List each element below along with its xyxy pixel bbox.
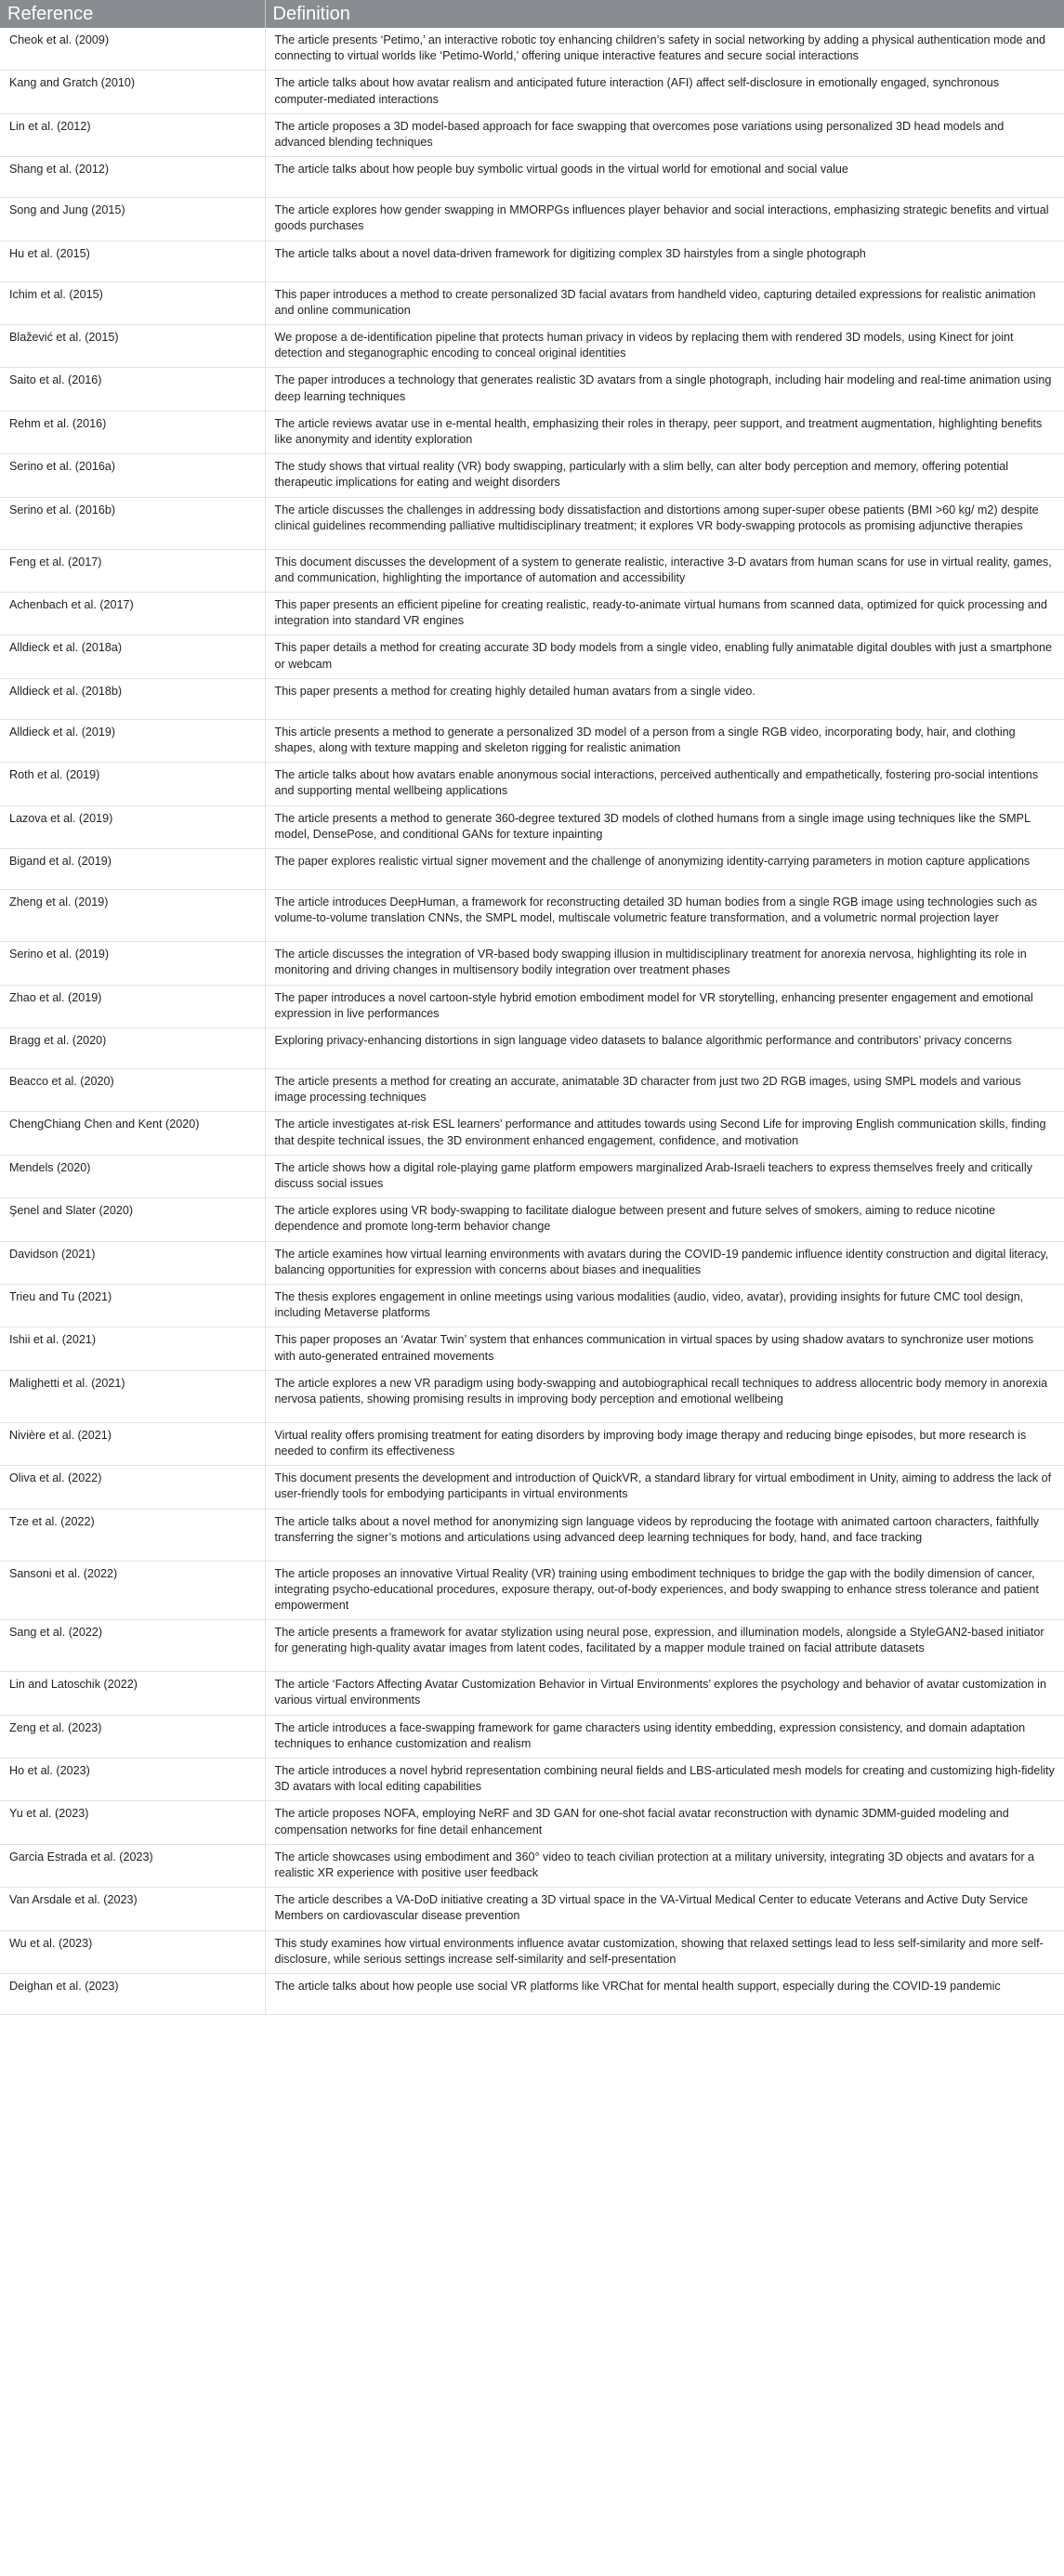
table-row <box>0 1801 1064 1844</box>
table-row <box>0 1422 1064 1465</box>
reference-cell: Ichim et al. (2015) <box>0 281 265 324</box>
reference-cell: Serino et al. (2019) <box>0 942 265 985</box>
header-row <box>0 0 1064 28</box>
reference-cell: Sang et al. (2022) <box>0 1620 265 1672</box>
definition-cell: The article presents a method for creating an accurate, animatable 3D character from just two 2D RGB images, using SMPL models and various image processing techniques <box>265 1068 1064 1111</box>
table-row <box>0 157 1064 198</box>
table-row <box>0 241 1064 281</box>
definition-cell: The article showcases using embodiment and 360° video to teach civilian protection at a military university, integrating 3D objects and avatars for a realistic XR experience with positive user feedback <box>265 1844 1064 1887</box>
table-body <box>0 28 1064 2015</box>
table-row <box>0 1027 1064 1068</box>
reference-cell: Lazova et al. (2019) <box>0 805 265 848</box>
table-row <box>0 635 1064 678</box>
reference-cell: Shang et al. (2012) <box>0 157 265 198</box>
definition-cell: The thesis explores engagement in online meetings using various modalities (audio, video, avatar), providing insights for future CMC tool design, including Metaverse platforms <box>265 1284 1064 1327</box>
definition-cell: The article proposes NOFA, employing NeRF and 3D GAN for one-shot facial avatar reconstruction with dynamic 3DMM-guided modeling and compensation networks for fine detail enhancement <box>265 1801 1064 1844</box>
reference-cell: Roth et al. (2019) <box>0 763 265 805</box>
reference-cell: Zheng et al. (2019) <box>0 890 265 942</box>
definition-cell: This paper presents a method for creating highly detailed human avatars from a single video. <box>265 678 1064 719</box>
definition-cell: The article proposes an innovative Virtual Reality (VR) training using embodiment techniques to bridge the gap with the bodily dimension of cancer, integrating psycho-educational procedures, exposure therapy, out-of-body experiences, and body swapping to enhance stress tolerance and patient empowerment <box>265 1561 1064 1620</box>
definition-cell: The article explores using VR body-swapping to facilitate dialogue between present and future selves of smokers, aiming to reduce nicotine dependence and promote long-term behavior change <box>265 1198 1064 1241</box>
column-header-definition: Definition <box>265 0 1064 28</box>
table-row <box>0 1620 1064 1672</box>
definition-cell: The article discusses the integration of VR-based body swapping illusion in multidisciplinary treatment for anorexia nervosa, highlighting its role in monitoring and driving changes in multisensory bodily integration over treatment phases <box>265 942 1064 985</box>
reference-cell: Ishii et al. (2021) <box>0 1327 265 1370</box>
table-row <box>0 1112 1064 1155</box>
reference-cell: Cheok et al. (2009) <box>0 28 265 71</box>
definition-cell: The article reviews avatar use in e-mental health, emphasizing their roles in therapy, peer support, and treatment augmentation, highlighting benefits like anonymity and identity exploration <box>265 411 1064 453</box>
column-header-reference: Reference <box>0 0 265 28</box>
table-row <box>0 1974 1064 2015</box>
table-row <box>0 28 1064 71</box>
table-row <box>0 1672 1064 1715</box>
reference-cell: Lin et al. (2012) <box>0 113 265 156</box>
definition-cell: This paper introduces a method to create personalized 3D facial avatars from handheld video, capturing detailed expressions for realistic animation and online communication <box>265 281 1064 324</box>
table-row <box>0 719 1064 762</box>
table-row <box>0 1844 1064 1887</box>
reference-cell: Saito et al. (2016) <box>0 368 265 411</box>
table-row <box>0 325 1064 368</box>
table-row <box>0 1241 1064 1284</box>
definition-cell: The article examines how virtual learning environments with avatars during the COVID-19 pandemic influence identity construction and digital literacy, balancing opportunities for expression with concerns about biases and inequalities <box>265 1241 1064 1284</box>
definition-cell: The article introduces a novel hybrid representation combining neural fields and LBS-articulated mesh models for creating and customizing high-fidelity 3D avatars with local editing capabilities <box>265 1758 1064 1800</box>
table-row <box>0 849 1064 890</box>
definition-cell: The article presents a method to generate 360-degree textured 3D models of clothed humans from a single image using techniques like the SMPL model, DensePose, and conditional GANs for texture inpainting <box>265 805 1064 848</box>
table-row <box>0 1327 1064 1370</box>
table-row <box>0 71 1064 113</box>
definition-cell: The article introduces DeepHuman, a framework for reconstructing detailed 3D human bodies from a single RGB image using technologies such as volume-to-volume translation CNNs, the SMPL model, multiscale volumetric feature transformation, and a volumetric normal projection layer <box>265 890 1064 942</box>
reference-cell: Beacco et al. (2020) <box>0 1068 265 1111</box>
definition-cell: The paper introduces a technology that generates realistic 3D avatars from a single photograph, including hair modeling and real-time animation using deep learning techniques <box>265 368 1064 411</box>
table-row <box>0 1068 1064 1111</box>
definition-cell: The paper introduces a novel cartoon-style hybrid emotion embodiment model for VR storytelling, enhancing presenter engagement and emotional expression in live performances <box>265 985 1064 1027</box>
reference-cell: Mendels (2020) <box>0 1155 265 1197</box>
reference-cell: Oliva et al. (2022) <box>0 1466 265 1509</box>
reference-cell: Bragg et al. (2020) <box>0 1027 265 1068</box>
definition-cell: This paper details a method for creating accurate 3D body models from a single video, enabling fully animatable digital doubles with just a smartphone or webcam <box>265 635 1064 678</box>
table-row <box>0 1370 1064 1422</box>
reference-cell: Zeng et al. (2023) <box>0 1715 265 1758</box>
definition-cell: The article explores how gender swapping in MMORPGs influences player behavior and social interactions, emphasizing strategic benefits and virtual goods purchases <box>265 198 1064 241</box>
table-row <box>0 985 1064 1027</box>
definition-cell: The article shows how a digital role-playing game platform empowers marginalized Arab-Israeli teachers to express themselves freely and critically discuss social issues <box>265 1155 1064 1197</box>
table-row <box>0 1509 1064 1561</box>
table-row <box>0 942 1064 985</box>
definition-cell: Virtual reality offers promising treatment for eating disorders by improving body image therapy and reducing binge episodes, but more research is needed to confirm its effectiveness <box>265 1422 1064 1465</box>
table-row <box>0 1466 1064 1509</box>
reference-cell: Hu et al. (2015) <box>0 241 265 281</box>
reference-cell: Garcia Estrada et al. (2023) <box>0 1844 265 1887</box>
table-row <box>0 1561 1064 1620</box>
reference-cell: Van Arsdale et al. (2023) <box>0 1888 265 1930</box>
table-row <box>0 593 1064 635</box>
definition-cell: The article presents ‘Petimo,’ an interactive robotic toy enhancing children’s safety in social networking by adding a physical authentication mode and connecting to virtual worlds like ‘Petimo-World,’ offering unique interactive features and secure social interactions <box>265 28 1064 71</box>
definition-cell: The paper explores realistic virtual signer movement and the challenge of anonymizing identity-carrying parameters in motion capture applications <box>265 849 1064 890</box>
reference-cell: Serino et al. (2016a) <box>0 454 265 497</box>
definition-cell: This paper proposes an ‘Avatar Twin’ system that enhances communication in virtual spaces by using shadow avatars to synchronize user motions with auto-generated entrained movements <box>265 1327 1064 1370</box>
definition-cell: The article proposes a 3D model-based approach for face swapping that overcomes pose variations using personalized 3D head models and advanced blending techniques <box>265 113 1064 156</box>
reference-cell: Kang and Gratch (2010) <box>0 71 265 113</box>
table-row <box>0 198 1064 241</box>
definition-cell: The article investigates at-risk ESL learners’ performance and attitudes towards using Second Life for improving English communication skills, finding that despite technical issues, the 3D environment enhanced engagement, confidence, and motivation <box>265 1112 1064 1155</box>
definition-cell: This paper presents an efficient pipeline for creating realistic, ready-to-animate virtual humans from scanned data, optimized for quick processing and integration into standard VR engines <box>265 593 1064 635</box>
table-header <box>0 0 1064 28</box>
reference-cell: Feng et al. (2017) <box>0 549 265 592</box>
reference-cell: Lin and Latoschik (2022) <box>0 1672 265 1715</box>
table-row <box>0 763 1064 805</box>
definition-cell: This document presents the development and introduction of QuickVR, a standard library for virtual embodiment in Unity, aiming to address the lack of user-friendly tools for embodying participants in virtual environments <box>265 1466 1064 1509</box>
definition-cell: This document discusses the development of a system to generate realistic, interactive 3-D avatars from human scans for use in virtual reality, games, and communication, highlighting the importance of automation and accessibility <box>265 549 1064 592</box>
definition-cell: The article talks about a novel data-driven framework for digitizing complex 3D hairstyles from a single photograph <box>265 241 1064 281</box>
definition-cell: The article talks about how avatar realism and anticipated future interaction (AFI) affect self-disclosure in emotionally engaged, synchronous computer-mediated interactions <box>265 71 1064 113</box>
reference-cell: Trieu and Tu (2021) <box>0 1284 265 1327</box>
definition-cell: The article talks about a novel method for anonymizing sign language videos by reproducing the footage with animated cartoon characters, faithfully transferring the signer’s motions and articulations using advanced deep learning techniques for body, hand, and face tracking <box>265 1509 1064 1561</box>
table-row <box>0 281 1064 324</box>
definition-cell: This article presents a method to generate a personalized 3D model of a person from a single RGB video, incorporating body, hair, and clothing shapes, along with texture mapping and skeleton rigging for realistic animation <box>265 719 1064 762</box>
reference-cell: Yu et al. (2023) <box>0 1801 265 1844</box>
table-row <box>0 1284 1064 1327</box>
table-row <box>0 411 1064 453</box>
definition-cell: The article discusses the challenges in addressing body dissatisfaction and distortions among super-super obese patients (BMI >60 kg/ m2) despite clinical guidelines recommending palliative multidisciplinary treatment; it explores VR body-swapping protocols as promising adjunctive therapies <box>265 497 1064 549</box>
table-row <box>0 497 1064 549</box>
reference-cell: Zhao et al. (2019) <box>0 985 265 1027</box>
definition-cell: The article talks about how avatars enable anonymous social interactions, perceived authentically and empathetically, fostering pro-social intentions and supporting mental wellbeing applications <box>265 763 1064 805</box>
table-row <box>0 113 1064 156</box>
reference-cell: Nivière et al. (2021) <box>0 1422 265 1465</box>
table-row <box>0 1198 1064 1241</box>
table-row <box>0 1715 1064 1758</box>
reference-cell: Achenbach et al. (2017) <box>0 593 265 635</box>
definition-cell: The article ‘Factors Affecting Avatar Customization Behavior in Virtual Environments’ explores the psychology and behavior of avatar customization in various virtual environments <box>265 1672 1064 1715</box>
reference-cell: Malighetti et al. (2021) <box>0 1370 265 1422</box>
reference-cell: Bigand et al. (2019) <box>0 849 265 890</box>
table-row <box>0 368 1064 411</box>
reference-cell: Blažević et al. (2015) <box>0 325 265 368</box>
definition-cell: The article talks about how people buy symbolic virtual goods in the virtual world for emotional and social value <box>265 157 1064 198</box>
reference-cell: Alldieck et al. (2018a) <box>0 635 265 678</box>
table-row <box>0 1758 1064 1800</box>
reference-cell: Tze et al. (2022) <box>0 1509 265 1561</box>
definition-cell: This study examines how virtual environments influence avatar customization, showing that relaxed settings lead to less self-similarity and more self-disclosure, while serious settings increase self-similarity and self-presentation <box>265 1930 1064 1973</box>
table-row <box>0 1930 1064 1973</box>
table-row <box>0 1888 1064 1930</box>
reference-cell: Rehm et al. (2016) <box>0 411 265 453</box>
reference-cell: Deighan et al. (2023) <box>0 1974 265 2015</box>
table-row <box>0 678 1064 719</box>
reference-cell: Şenel and Slater (2020) <box>0 1198 265 1241</box>
table-row <box>0 549 1064 592</box>
reference-cell: Serino et al. (2016b) <box>0 497 265 549</box>
reference-cell: Davidson (2021) <box>0 1241 265 1284</box>
definition-cell: We propose a de-identification pipeline that protects human privacy in videos by replacing them with rendered 3D models, using Kinect for joint detection and steganographic encoding to conceal original identities <box>265 325 1064 368</box>
table-row <box>0 890 1064 942</box>
table-row <box>0 1155 1064 1197</box>
definition-cell: The study shows that virtual reality (VR) body swapping, particularly with a slim belly, can alter body perception and memory, offering potential therapeutic implications for eating and weight disorders <box>265 454 1064 497</box>
table-row <box>0 454 1064 497</box>
definition-cell: The article talks about how people use social VR platforms like VRChat for mental health support, especially during the COVID-19 pandemic <box>265 1974 1064 2015</box>
reference-cell: Alldieck et al. (2019) <box>0 719 265 762</box>
reference-cell: ChengChiang Chen and Kent (2020) <box>0 1112 265 1155</box>
reference-cell: Sansoni et al. (2022) <box>0 1561 265 1620</box>
table-row <box>0 805 1064 848</box>
definition-cell: The article explores a new VR paradigm using body-swapping and autobiographical recall techniques to address allocentric body memory in anorexia nervosa patients, showing promising results in improving body perception and emotional wellbeing <box>265 1370 1064 1422</box>
definition-cell: Exploring privacy-enhancing distortions in sign language video datasets to balance algorithmic performance and contributors’ privacy concerns <box>265 1027 1064 1068</box>
reference-cell: Wu et al. (2023) <box>0 1930 265 1973</box>
definition-cell: The article presents a framework for avatar stylization using neural pose, expression, and illumination models, alongside a StyleGAN2-based initiator for generating high-quality avatar images from latent codes, facilitated by a mapper module trained on facial attribute datasets <box>265 1620 1064 1672</box>
reference-cell: Alldieck et al. (2018b) <box>0 678 265 719</box>
definition-cell: The article describes a VA-DoD initiative creating a 3D virtual space in the VA-Virtual Medical Center to educate Veterans and Active Duty Service Members on cardiovascular disease prevention <box>265 1888 1064 1930</box>
reference-cell: Ho et al. (2023) <box>0 1758 265 1800</box>
reference-cell: Song and Jung (2015) <box>0 198 265 241</box>
definition-cell: The article introduces a face-swapping framework for game characters using identity embedding, expression consistency, and domain adaptation techniques to enhance customization and realism <box>265 1715 1064 1758</box>
